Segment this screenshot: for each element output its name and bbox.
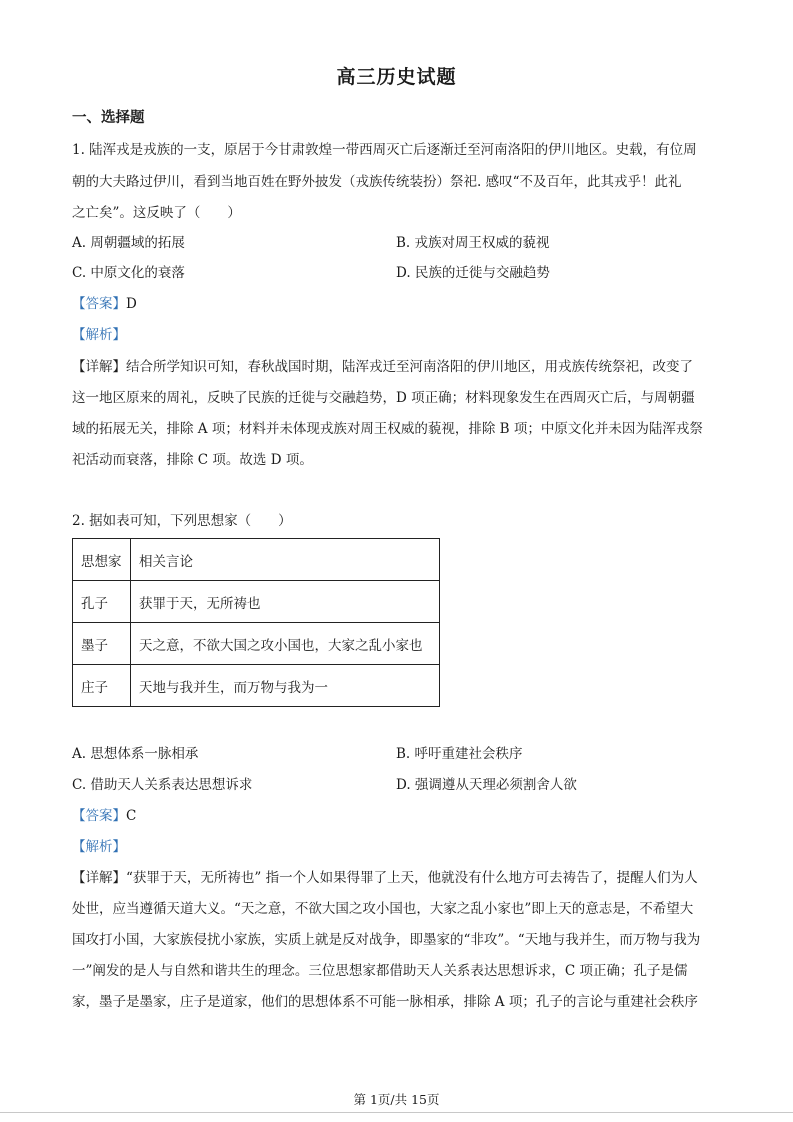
table-cell: 墨子: [73, 623, 131, 665]
table-header-cell: 相关言论: [131, 539, 440, 581]
q2-detail-line: 一”阐发的是人与自然和谐共生的理念。三位思想家都借助天人关系表达思想诉求，C 项正确；孔子是儒: [72, 963, 688, 979]
q1-detail-line: [72, 357, 693, 377]
table-cell: 天之意，不欲大国之攻小国也，大家之乱小家也: [131, 623, 440, 665]
q1-answer: [72, 294, 137, 314]
table-cell: 孔子: [73, 581, 131, 623]
q2-detail-line: 处世，应当遵循天道大义。“天之意，不欲大国之攻小国也，大家之乱小家也”即上天的意志是，不希望大: [72, 901, 694, 917]
q1-detail-line: 祀活动而衰落，排除 C 项。故选 D 项。: [72, 452, 313, 468]
answer-value: D: [126, 296, 137, 312]
q2-option-c: C. 借助天人关系表达思想诉求: [72, 777, 253, 793]
table-cell: 庄子: [73, 665, 131, 707]
q2-detail-line: [72, 868, 698, 888]
detail-text: 结合所学知识可知，春秋战国时期，陆浑戎迁至河南洛阳的伊川地区，用戎族传统祭祀，改变了: [126, 359, 693, 375]
analysis-tag: 【解析】: [72, 839, 126, 855]
thinkers-table: [72, 538, 440, 707]
page-number: 第 1页/共 15页: [353, 1092, 440, 1107]
detail-text: “获罪于天，无所祷也” 指一个人如果得罪了上天，他就没有什么地方可去祷告了，提醒人们为人: [126, 870, 698, 886]
table-row: [73, 623, 440, 665]
q2-detail-line: 家，墨子是墨家，庄子是道家，他们的思想体系不可能一脉相承，排除 A 项；孔子的言论与重建社会秩序: [72, 994, 698, 1010]
q1-option-a: A. 周朝疆域的拓展: [72, 235, 185, 251]
q2-option-a: A. 思想体系一脉相承: [72, 746, 199, 762]
answer-value: C: [126, 808, 137, 824]
q1-option-d: D. 民族的迁徙与交融趋势: [396, 265, 550, 281]
detail-tag: 【详解】: [72, 359, 126, 375]
q1-analysis: [72, 325, 126, 345]
q1-stem-line: 1. 陆浑戎是戎族的一支，原居于今甘肃敦煌一带西周灭亡后逐渐迁至河南洛阳的伊川地区。史载，有位周: [72, 142, 697, 158]
table-row: [73, 665, 440, 707]
table-header-cell: 思想家: [73, 539, 131, 581]
footer-divider: [0, 1112, 793, 1113]
analysis-tag: 【解析】: [72, 327, 126, 343]
table-cell: 获罪于天，无所祷也: [131, 581, 440, 623]
q1-option-c: C. 中原文化的衰落: [72, 265, 185, 281]
q2-option-d: D. 强调遵从天理必须割舍人欲: [396, 777, 577, 793]
table-header-row: [73, 539, 440, 581]
q2-stem: 2. 据如表可知，下列思想家（ ）: [72, 513, 292, 529]
section-heading: 一、选择题: [72, 110, 145, 126]
table-row: [73, 581, 440, 623]
q1-stem-line: 之亡矣”。这反映了（ ）: [72, 205, 241, 221]
q2-analysis: [72, 837, 126, 857]
q1-detail-line: 这一地区原来的周礼，反映了民族的迁徙与交融趋势，D 项正确；材料现象发生在西周灭亡后，与周朝疆: [72, 390, 695, 406]
table-cell: 天地与我并生，而万物与我为一: [131, 665, 440, 707]
page-title: 高三历史试题: [336, 66, 457, 88]
answer-tag: 【答案】: [72, 296, 126, 312]
q2-answer: [72, 806, 136, 826]
detail-tag: 【详解】: [72, 870, 126, 886]
q1-stem-line: 朝的大夫路过伊川，看到当地百姓在野外披发（戎族传统装扮）祭祀. 感叹“不及百年，此其戎乎！此礼: [72, 174, 682, 190]
q1-option-b: B. 戎族对周王权威的藐视: [396, 235, 550, 251]
answer-tag: 【答案】: [72, 808, 126, 824]
q1-detail-line: 域的拓展无关，排除 A 项；材料并未体现戎族对周王权威的藐视，排除 B 项；中原文化并未因为陆浑戎祭: [72, 421, 703, 437]
q2-detail-line: 国攻打小国，大家族侵扰小家族，实质上就是反对战争，即墨家的“非攻”。“天地与我并生，而万物与我为: [72, 932, 701, 948]
q2-option-b: B. 呼吁重建社会秩序: [396, 746, 523, 762]
